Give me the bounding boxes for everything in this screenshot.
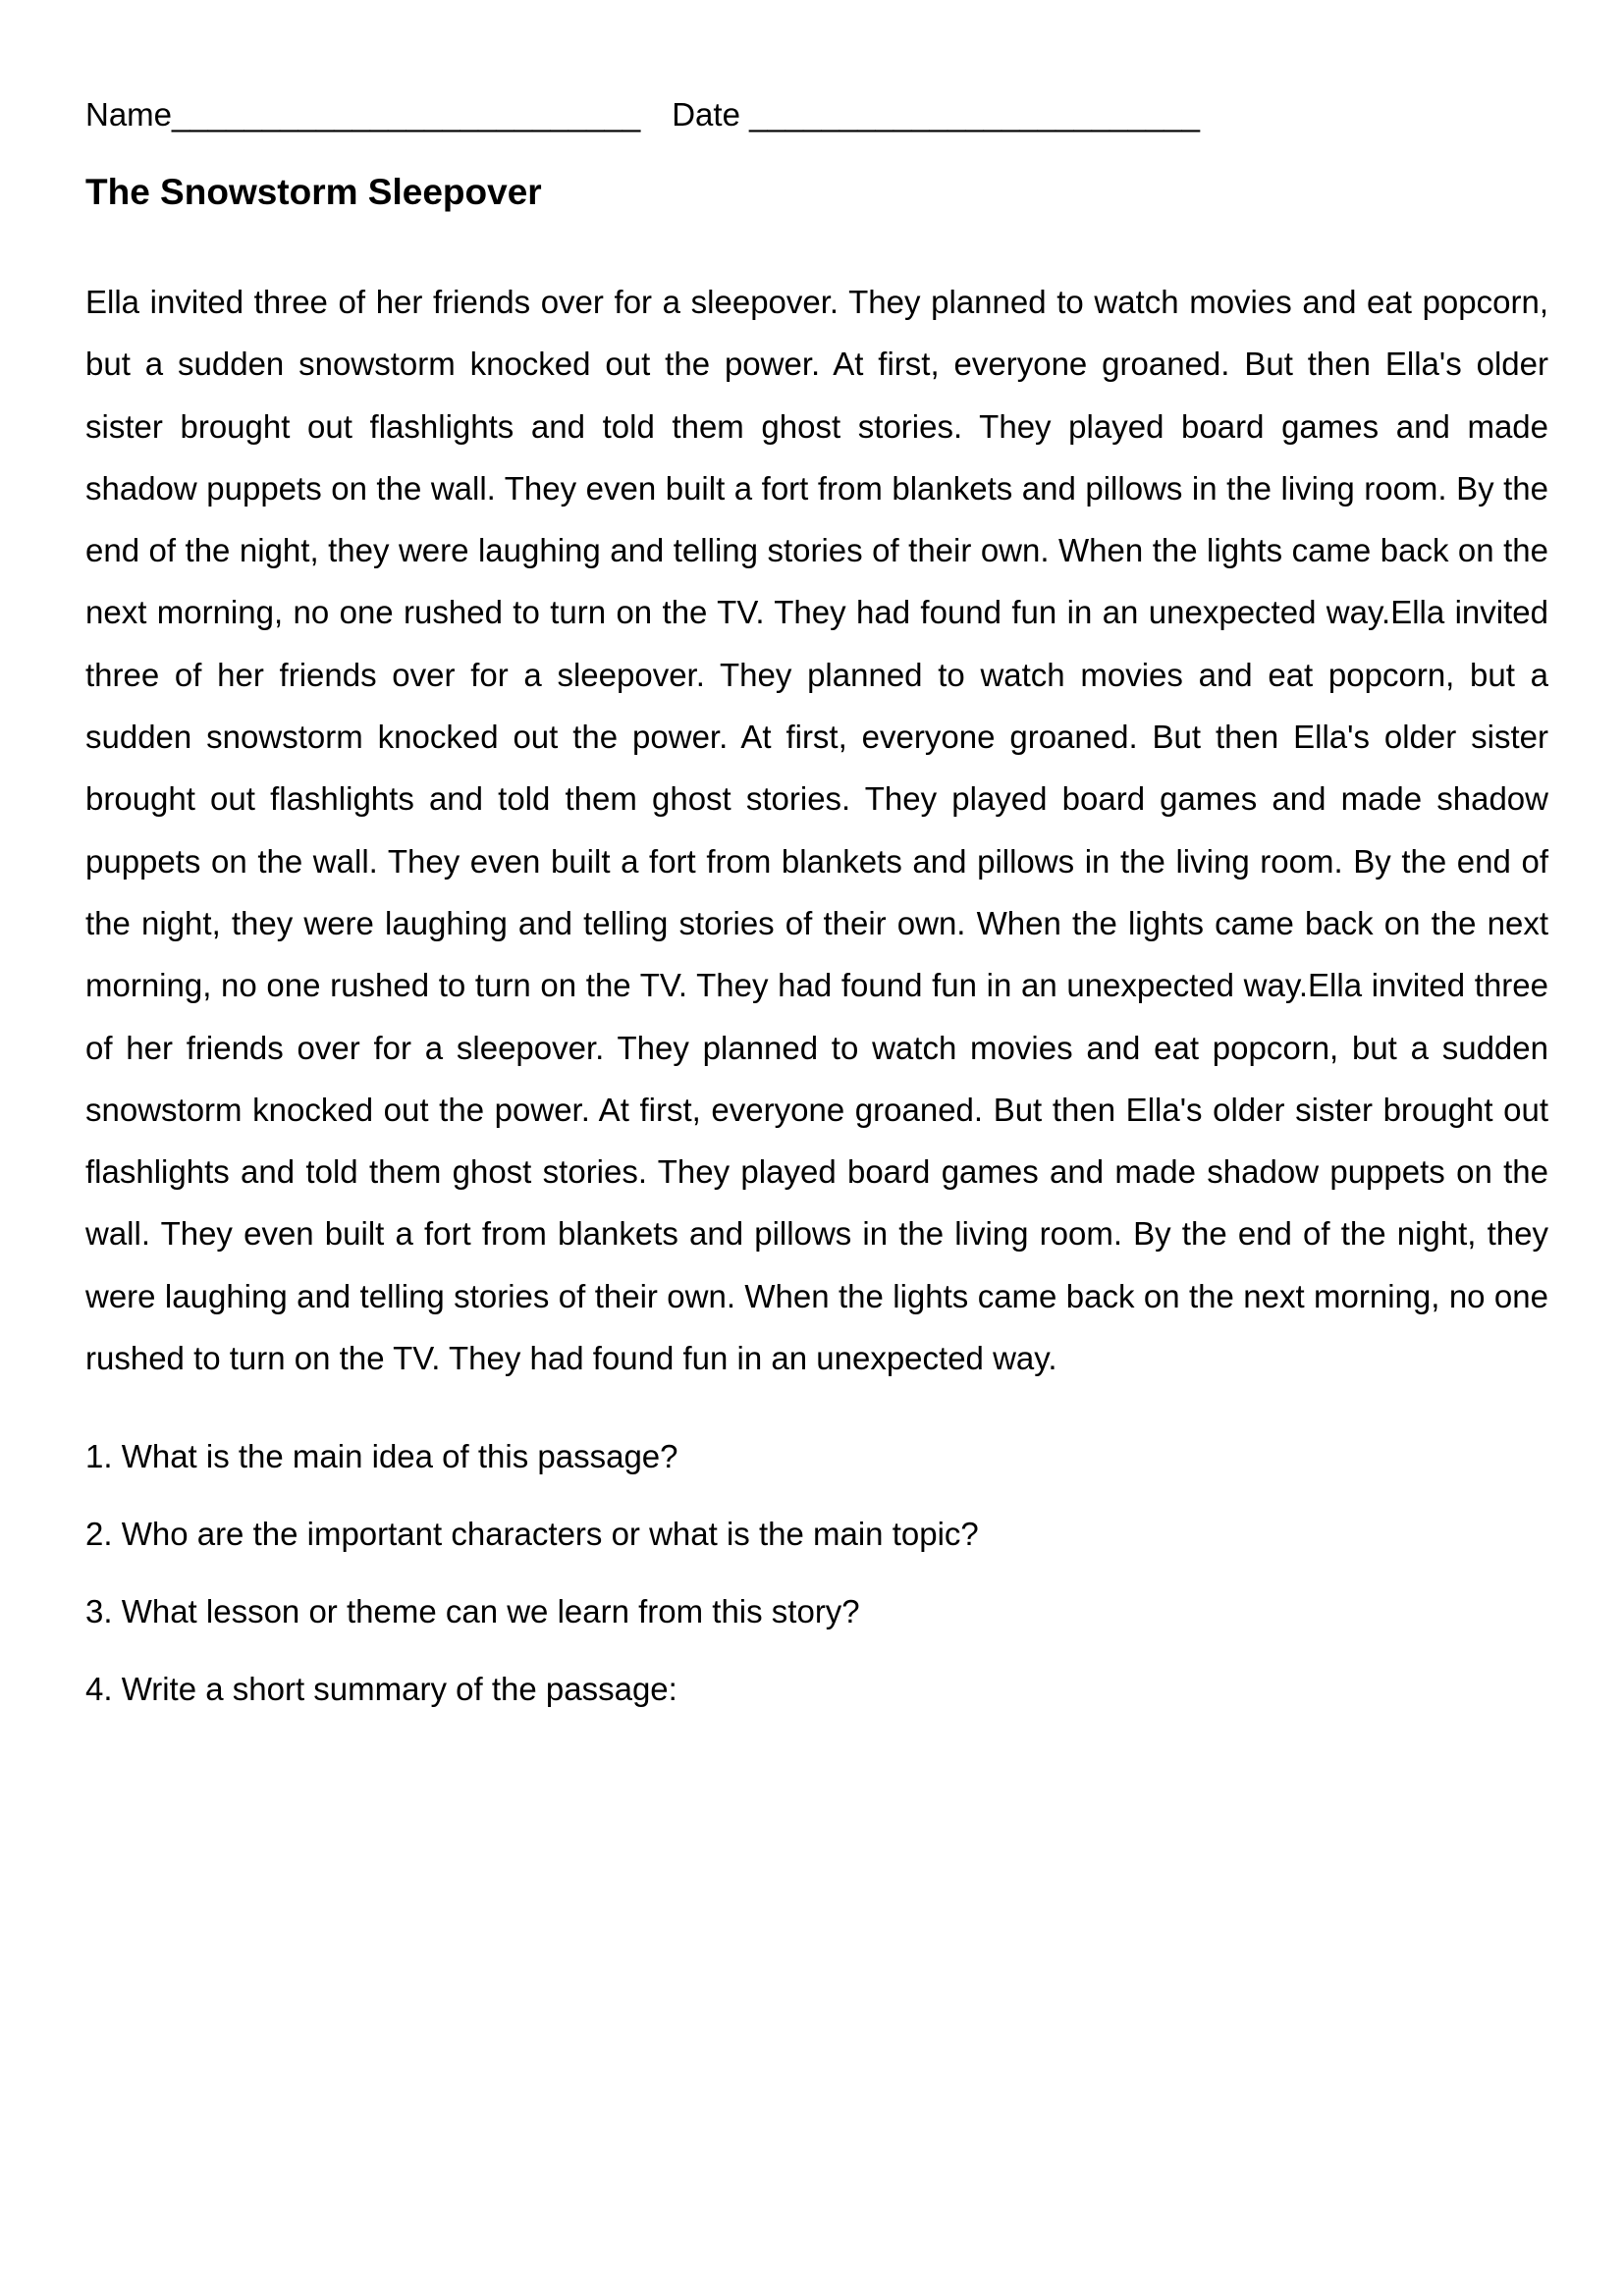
name-field[interactable]: Name__________________________ — [85, 96, 641, 133]
question-item: 1. What is the main idea of this passage? — [85, 1438, 678, 1474]
question-item: 4. Write a short summary of the passage: — [85, 1671, 677, 1707]
reading-passage: Ella invited three of her friends over for a sleepover. They planned to watch movies and eat popcorn, but a sudden snowstorm knocked out the power. At first, everyone groaned. But then Ella's older sister brought out flashlights and told them ghost stories. They played board games and made shadow puppets on the wall. They even built a fort from blankets and pillows in the living room. By the end of the night, they were laughing and telling stories of their own. When the lights came back on the next morning, no one rushed to turn on the TV. They had found fun in an unexpected way.Ella invited three of her friends over for a sleepover. They planned to watch movies and eat popcorn, but a sudden snowstorm knocked out the power. At first, everyone groaned. But then Ella's older sister brought out flashlights and told them ghost stories. They played board games and made shadow puppets on the wall. They even built a fort from blankets and pillows in the living room. By the end of the night, they were laughing and telling stories of their own. When the lights came back on the next morning, no one rushed to turn on the TV. They had found fun in an unexpected way.Ella invited three of her friends over for a sleepover. They planned to watch movies and eat popcorn, but a sudden snowstorm knocked out the power. At first, everyone groaned. But then Ella's older sister brought out flashlights and told them ghost stories. They played board games and made shadow puppets on the wall. They even built a fort from blankets and pillows in the living room. By the end of the night, they were laughing and telling stories of their own. When the lights came back on the next morning, no one rushed to turn on the TV. They had found fun in an unexpected way. — [85, 284, 1548, 1377]
header-row — [85, 90, 1548, 139]
question-list — [85, 1432, 1548, 1742]
question-item: 3. What lesson or theme can we learn from this story? — [85, 1593, 860, 1629]
date-field[interactable]: Date _________________________ — [672, 96, 1200, 133]
page-title: The Snowstorm Sleepover — [85, 172, 542, 212]
question-item: 2. Who are the important characters or what is the main topic? — [85, 1516, 979, 1552]
